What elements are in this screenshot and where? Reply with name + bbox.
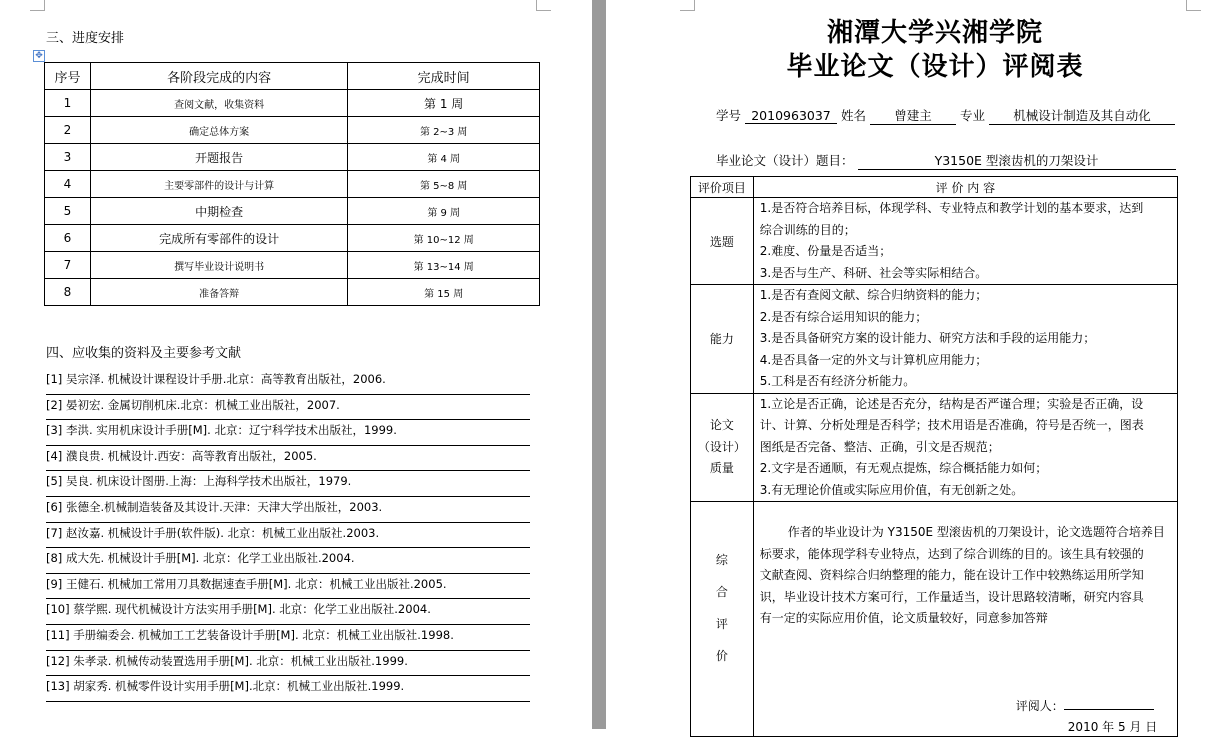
summary-label-char: 综 xyxy=(715,553,728,567)
table-cell: 5 xyxy=(45,198,91,225)
table-cell: 第 9 周 xyxy=(348,198,540,225)
table-cell: 第 10~12 周 xyxy=(348,225,540,252)
table-header-row xyxy=(691,177,1178,198)
reference-item: [8] 成大先. 机械设计手册[M]. 北京：化学工业出版社.2004. xyxy=(46,548,530,574)
reference-item: [9] 王健石. 机械加工常用刀具数据速查手册[M]. 北京：机械工业出版社.2005. xyxy=(46,574,530,600)
summary-line: 有一定的实际应用价值，论文质量较好，同意参加答辩 xyxy=(759,611,1048,625)
name-label: 姓名 xyxy=(840,108,866,123)
document-subtitle: 毕业论文（设计）评阅表 xyxy=(786,52,1084,82)
table-cell: 完成所有零部件的设计 xyxy=(90,225,347,252)
table-row xyxy=(45,117,540,144)
table-cell: 第 5~8 周 xyxy=(348,171,540,198)
reference-item: [7] 赵汝嘉. 机械设计手册(软件版). 北京：机械工业出版社.2003. xyxy=(46,523,530,549)
summary-line: 识，毕业设计技术方案可行，工作量适当，设计思路较清晰，研究内容具 xyxy=(759,589,1144,604)
evaluation-table xyxy=(690,176,1178,737)
summary-label-char: 价 xyxy=(715,649,728,663)
crop-mark xyxy=(536,0,551,11)
table-header-cell: 各阶段完成的内容 xyxy=(90,63,347,90)
reference-item: [13] 胡家秀. 机械零件设计实用手册[M].北京：机械工业出版社.1999. xyxy=(46,676,530,702)
name-value: 曾建主 xyxy=(870,106,956,125)
table-cell: 第 4 周 xyxy=(348,144,540,171)
topic-value: Y3150E 型滚齿机的刀架设计 xyxy=(858,151,1176,170)
table-cell: 6 xyxy=(45,225,91,252)
criteria-line: 1.是否符合培养目标，体现学科、专业特点和教学计划的基本要求，达到 xyxy=(759,201,1144,215)
table-header-cell: 评价项目 xyxy=(691,177,754,198)
summary-label-char: 合 xyxy=(715,585,728,599)
item-label: 选题 xyxy=(691,198,754,285)
table-cell: 第 13~14 周 xyxy=(348,252,540,279)
criteria-line: 1.立论是否正确，论述是否充分，结构是否严谨合理；实验是否正确，设 xyxy=(759,396,1144,411)
criteria-line: 2.文字是否通顺，有无观点提炼，综合概括能力如何； xyxy=(759,461,1048,475)
table-header-cell: 序号 xyxy=(45,63,91,90)
table-cell: 开题报告 xyxy=(90,144,347,171)
summary-line: 作者的毕业设计为 Y3150E 型滚齿机的刀架设计，论文选题符合培养目 xyxy=(787,525,1165,539)
criteria-line: 2.是否有综合运用知识的能力； xyxy=(759,309,928,324)
summary-label xyxy=(691,502,754,737)
student-id-value: 2010963037 xyxy=(745,108,837,124)
item-content xyxy=(753,393,1177,502)
criteria-line: 图纸是否完备、整洁、正确，引文是否规范； xyxy=(759,439,1000,454)
reference-item: [2] 晏初宏. 金属切削机床.北京：机械工业出版社，2007. xyxy=(46,395,530,421)
table-move-handle-icon[interactable]: ✥ xyxy=(33,50,45,62)
student-info-line xyxy=(716,106,1175,125)
student-id-label: 学号 xyxy=(716,108,742,123)
table-cell: 撰写毕业设计说明书 xyxy=(90,252,347,279)
section4-title: 四、应收集的资料及主要参考文献 xyxy=(46,346,242,361)
criteria-line: 4.是否具备一定的外文与计算机应用能力； xyxy=(759,352,988,367)
topic-line xyxy=(716,151,1176,170)
table-row xyxy=(691,393,1178,502)
major-label: 专业 xyxy=(959,108,985,123)
criteria-line: 3.有无理论价值或实际应用价值，有无创新之处。 xyxy=(759,482,1024,497)
item-content xyxy=(753,285,1177,394)
reference-item: [5] 吴良. 机床设计图册.上海：上海科学技术出版社，1979. xyxy=(46,471,530,497)
table-row xyxy=(45,90,540,117)
table-row xyxy=(45,171,540,198)
reference-list xyxy=(46,369,530,702)
item-content xyxy=(753,198,1177,285)
table-row xyxy=(45,198,540,225)
crop-mark xyxy=(1186,0,1201,11)
reference-item: [3] 李洪. 实用机床设计手册[M]. 北京：辽宁科学技术出版社，1999. xyxy=(46,420,530,446)
criteria-line: 3.是否具备研究方案的设计能力、研究方法和手段的运用能力； xyxy=(759,331,1096,345)
table-cell: 第 15 周 xyxy=(348,279,540,306)
table-cell: 8 xyxy=(45,279,91,306)
section3-title: 三、进度安排 xyxy=(46,31,125,46)
summary-label-char: 评 xyxy=(715,617,728,631)
table-row xyxy=(691,198,1178,285)
reference-item: [1] 吴宗泽. 机械设计课程设计手册.北京：高等教育出版社，2006. xyxy=(46,369,530,395)
table-cell: 主要零部件的设计与计算 xyxy=(90,171,347,198)
reference-item: [11] 手册编委会. 机械加工工艺装备设计手册[M]. 北京：机械工业出版社.1998. xyxy=(46,625,530,651)
table-cell: 第 2~3 周 xyxy=(348,117,540,144)
crop-mark xyxy=(680,0,695,11)
table-row xyxy=(691,285,1178,394)
reference-item: [4] 濮良贵. 机械设计.西安：高等教育出版社，2005. xyxy=(46,446,530,472)
table-cell: 2 xyxy=(45,117,91,144)
table-cell: 1 xyxy=(45,90,91,117)
reference-item: [12] 朱孝录. 机械传动装置选用手册[M]. 北京：机械工业出版社.1999. xyxy=(46,651,530,677)
criteria-line: 3.是否与生产、科研、社会等实际相结合。 xyxy=(759,265,988,280)
table-cell: 7 xyxy=(45,252,91,279)
summary-content xyxy=(753,502,1177,737)
criteria-line: 综合训练的目的； xyxy=(759,222,856,237)
table-cell: 准备答辩 xyxy=(90,279,347,306)
crop-mark xyxy=(30,0,45,11)
criteria-line: 1.是否有查阅文献、综合归纳资料的能力； xyxy=(759,288,988,302)
topic-label: 毕业论文（设计）题目： xyxy=(716,153,854,168)
table-row xyxy=(691,502,1178,737)
review-date: 2010 年 5 月 日 xyxy=(1067,720,1158,734)
table-header-cell: 评 价 内 容 xyxy=(753,177,1177,198)
table-cell: 3 xyxy=(45,144,91,171)
reviewer-line xyxy=(1016,696,1154,714)
schedule-table xyxy=(44,62,540,306)
table-header-cell: 完成时间 xyxy=(348,63,540,90)
table-cell: 中期检查 xyxy=(90,198,347,225)
major-value: 机械设计制造及其自动化 xyxy=(989,106,1175,125)
item-label-line: 论文 xyxy=(709,418,734,432)
criteria-line: 5.工科是否有经济分析能力。 xyxy=(759,374,916,388)
page-gap xyxy=(592,0,606,729)
item-label-line: （设计） xyxy=(697,439,746,454)
table-cell: 查阅文献，收集资料 xyxy=(90,90,347,117)
table-row xyxy=(45,225,540,252)
table-header-row xyxy=(45,63,540,90)
reference-item: [10] 蔡学熙. 现代机械设计方法实用手册[M]. 北京：化学工业出版社.2004. xyxy=(46,599,530,625)
summary-line: 标要求，能体现学科专业特点，达到了综合训练的目的。该生具有较强的 xyxy=(759,546,1144,561)
reviewer-label: 评阅人： xyxy=(1015,699,1064,713)
table-row xyxy=(45,144,540,171)
item-label xyxy=(691,393,754,502)
summary-text xyxy=(754,502,1177,630)
reviewer-signature-field[interactable] xyxy=(1064,696,1154,710)
criteria-line: 2.难度、份量是否适当； xyxy=(759,244,892,258)
summary-line: 文献查阅、资料综合归纳整理的能力，能在设计工作中较熟练运用所学知 xyxy=(759,568,1144,582)
table-row xyxy=(45,279,540,306)
criteria-line: 计、计算、分析处理是否科学；技术用语是否准确，符号是否统一，图表 xyxy=(759,418,1144,432)
table-cell: 4 xyxy=(45,171,91,198)
document-title: 湘潭大学兴湘学院 xyxy=(826,18,1043,48)
table-cell: 确定总体方案 xyxy=(90,117,347,144)
item-label: 能力 xyxy=(691,285,754,394)
table-cell: 第 1 周 xyxy=(348,90,540,117)
table-row xyxy=(45,252,540,279)
item-label-line: 质量 xyxy=(709,461,734,475)
reference-item: [6] 张德全.机械制造装备及其设计.天津：天津大学出版社，2003. xyxy=(46,497,530,523)
